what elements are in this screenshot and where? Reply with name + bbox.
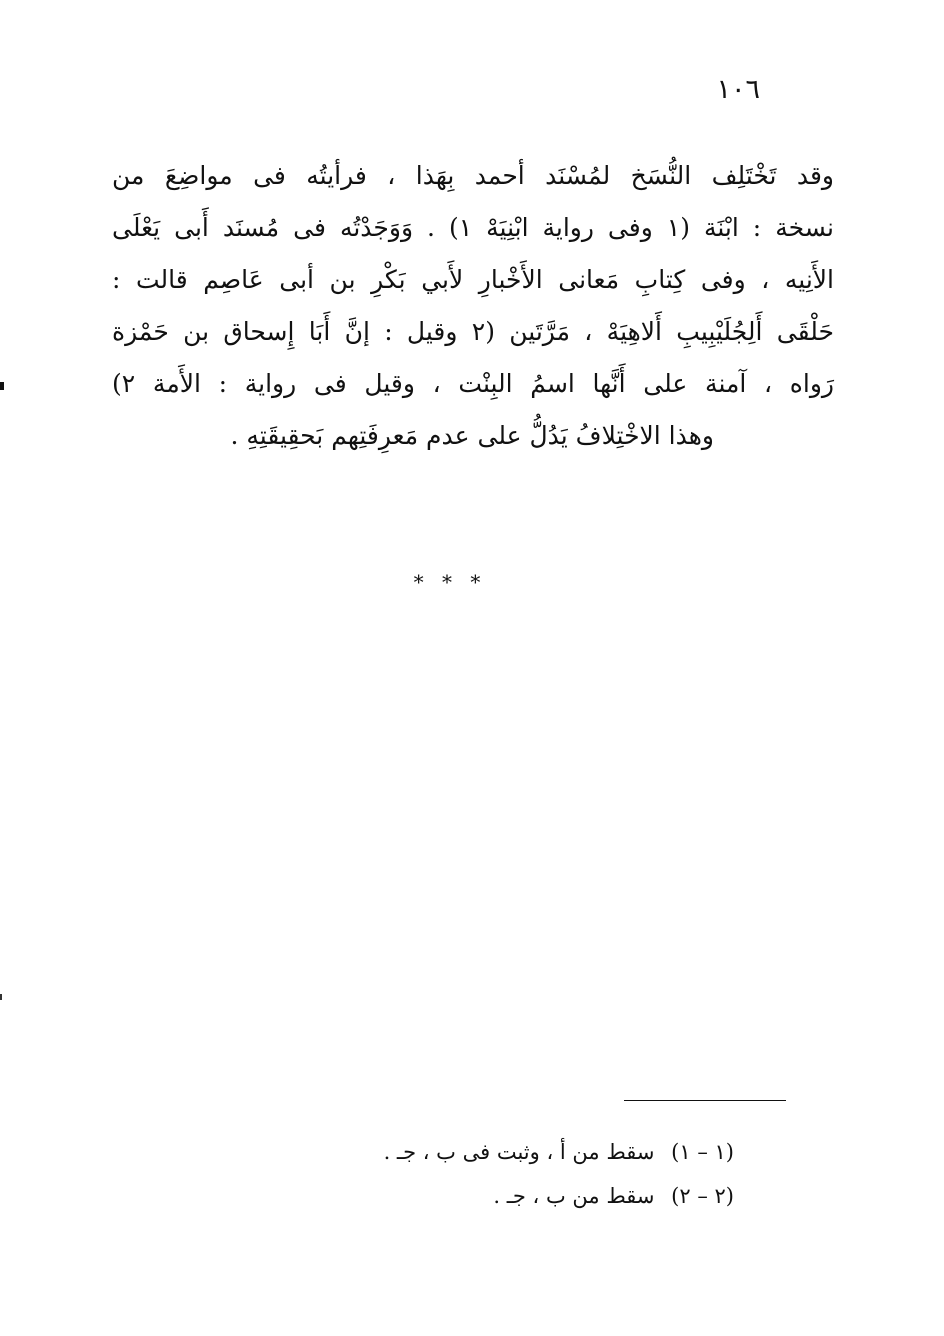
text-line: وهذا الاخْتِلافُ يَدُلُّ على عدم مَعرِفَتِهم بَحقِيقَتِهِ . — [230, 421, 714, 450]
scan-mark — [0, 994, 2, 1000]
footnote-divider — [624, 1100, 786, 1101]
main-text — [112, 150, 834, 462]
scan-mark — [0, 382, 4, 390]
text-line: الأَنِيه ، وفى كِتابِ مَعانى الأَخْبارِ لأَبي بَكْرِ بن أبى عَاصِم قالت : — [112, 265, 834, 294]
text-line: وقد تَخْتَلِف النُّسَخ لمُسْنَد أحمد بِهَذا ، فرأيتُه فى مواضِعَ من — [112, 161, 834, 190]
footnote-text: سقط من ب ، جـ . — [493, 1184, 655, 1208]
footnote — [384, 1130, 734, 1174]
text-line: رَواه ، آمنة على أَنَّها اسمُ البِنْت ، وقيل فى رواية : الأَمة ‎٢)‎ — [112, 369, 834, 398]
text-line: حَلْقَى أَلِجُلَيْبِيبِ أَلاهِيَهْ ، مَرَّتَين ‎(٢‎ وقيل : إنَّ أَبَا إِسحاق بن حَمْزة — [112, 317, 834, 346]
footnote — [384, 1174, 734, 1218]
section-separator: * * * — [413, 570, 487, 594]
footnote-mark: (١ – ١) — [671, 1140, 734, 1164]
footnote-mark: (٢ – ٢) — [671, 1184, 734, 1208]
footnote-text: سقط من أ ، وثبت فى ب ، جـ . — [383, 1140, 655, 1164]
page-number: ١٠٦ — [716, 74, 760, 105]
text-line: نسخة : ابْنَة ‎(١‎ وفى رواية ابْنِيَهْ ‎١)‎ . وَوَجَدْتُه فى مُسنَد أَبى يَعْلَى — [112, 213, 835, 242]
footnotes — [384, 1130, 734, 1218]
